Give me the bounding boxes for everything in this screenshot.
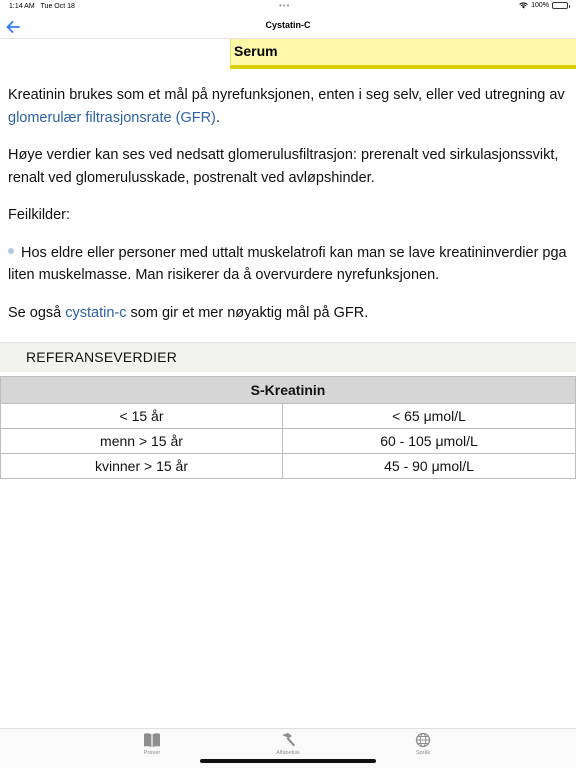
high-values-paragraph: Høye verdier kan ses ved nedsatt glomerulusfiltrasjon: prerenalt ved sirkulasjonssvikt, renalt ved glomerulusskade, postrenalt ved avløpshinder.	[8, 147, 559, 186]
age-group-cell: menn > 15 år	[1, 429, 283, 454]
error-source-bullet: Hos eldre eller personer med uttalt muskelatrofi kan man se lave kreatininverdier pga liten muskelmasse. Man risikerer da å overvurdere nyrefunksjonen.	[8, 244, 567, 283]
bullet-icon	[8, 248, 14, 254]
reference-values-title: REFERANSEVERDIER	[26, 349, 178, 365]
tab-bar	[0, 728, 576, 768]
age-group-cell: kvinner > 15 år	[1, 454, 283, 479]
tab-label: Prøver	[143, 750, 161, 756]
table-row	[1, 454, 576, 479]
reference-table	[0, 376, 576, 479]
tab-sprak[interactable]	[393, 732, 453, 756]
battery-icon	[552, 2, 568, 9]
age-group-cell: < 15 år	[1, 404, 283, 429]
error-sources-heading: Feilkilder:	[8, 207, 71, 223]
main-content	[8, 84, 568, 339]
status-time: 1:14 AM	[9, 3, 35, 10]
globe-icon	[414, 732, 432, 748]
table-row	[1, 429, 576, 454]
multitasking-dots[interactable]: •••	[279, 1, 291, 10]
hammer-icon	[279, 732, 297, 748]
status-date: Tue Oct 18	[40, 3, 75, 10]
tab-prover[interactable]	[122, 732, 182, 756]
tab-alfabetisk[interactable]	[258, 732, 318, 756]
status-bar	[0, 0, 576, 14]
table-header-row	[1, 377, 576, 404]
see-also-paragraph: Se også cystatin-c som gir et mer nøyaktig mål på GFR.	[8, 304, 369, 321]
page-title: Cystatin-C	[265, 20, 311, 30]
table-row	[1, 404, 576, 429]
status-time-date	[9, 3, 75, 10]
table-title: S-Kreatinin	[1, 377, 576, 404]
navigation-bar	[0, 14, 576, 39]
reference-value-cell: 60 - 105 μmol/L	[283, 429, 576, 454]
battery-percent: 100%	[531, 2, 549, 9]
tab-label: Alfabetisk	[276, 750, 300, 756]
gfr-link[interactable]: glomerulær filtrasjonsrate (GFR)	[8, 109, 216, 126]
wifi-icon	[519, 2, 528, 9]
reference-value-cell: 45 - 90 μmol/L	[283, 454, 576, 479]
book-icon	[143, 732, 161, 748]
specimen-label: Serum	[234, 43, 278, 59]
status-right	[519, 2, 568, 9]
home-indicator[interactable]	[200, 759, 376, 763]
intro-paragraph: Kreatinin brukes som et mål på nyrefunksjonen, enten i seg selv, eller ved utregning av glomerulær filtrasjonsrate (GFR).	[8, 87, 565, 126]
cystatin-c-link[interactable]: cystatin-c	[65, 304, 127, 321]
reference-value-cell: < 65 μmol/L	[283, 404, 576, 429]
tab-label: Språk	[415, 750, 431, 756]
specimen-label-box	[230, 39, 576, 69]
reference-values-header	[0, 342, 576, 372]
